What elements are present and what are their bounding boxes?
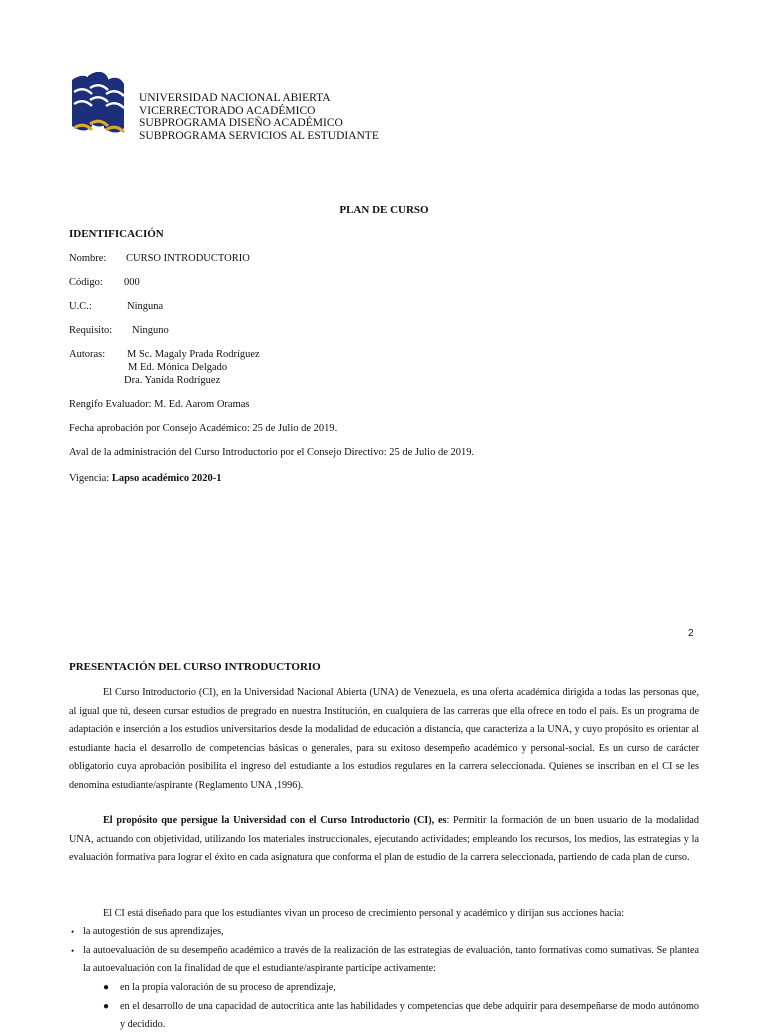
field-fecha: Fecha aprobación por Consejo Académico: 25 de Julio de 2019. xyxy=(69,423,338,434)
author-name: M Sc. Magaly Prada Rodríguez xyxy=(127,349,260,360)
sub-bullet-list xyxy=(101,979,699,1035)
list-item: ● en el desarrollo de una capacidad de autocrítica ante las habilidades y competencias que debe adquirir para desempeñarse de modo autónomo y decidido. xyxy=(101,998,699,1035)
bullet-icon: ● xyxy=(103,1000,110,1012)
una-logo-icon xyxy=(70,72,126,134)
authors-list xyxy=(124,349,260,387)
field-label: U.C.: xyxy=(69,301,92,312)
author-name: Dra. Yanida Rodríguez xyxy=(124,374,221,386)
header-line: SUBPROGRAMA SERVICIOS AL ESTUDIANTE xyxy=(139,129,379,142)
field-label: Código: xyxy=(69,277,103,288)
list-item: • la autogestión de sus aprendizajes, xyxy=(69,923,699,942)
field-label: Requisito: xyxy=(69,325,113,336)
bullet-icon: • xyxy=(71,945,75,956)
paragraph-diseno xyxy=(69,905,699,924)
bullet-list xyxy=(69,923,699,979)
paragraph-text: El Curso Introductorio (CI), en la Universidad Nacional Abierta (UNA) de Venezuela, es una oferta académica dirigida a todas las personas que, al igual que tú, deseen cursar estudios de pregrado en nuestra Institución, en cualquiera de las carreras que ella ofrece en todo el país. Es un programa de adaptación e inserción a los estudios universitarios desde la modalidad de educación a distancia, que caracteriza a la UNA, y cuyo propósito es orientar al estudiante hacia el desarrollo de competencias básicas o generales, para su exitoso desempeño académico y personal-social. Es un curso de carácter obligatorio cuya aprobación posibilita el ingreso del estudiante a los estudios regulares en la carrera seleccionada. Quienes se inscriban en el CI se les denomina estudiante/aspirante (Reglamento UNA ,1996). xyxy=(69,687,699,791)
field-value: 000 xyxy=(124,277,140,288)
list-item: • la autoevaluación de su desempeño académico a través de la realización de las estrategias de evaluación, tanto formativas como sumativas. Se plantea la autoevaluación con la finalidad de que el estudiante/aspirante participe activamente: xyxy=(69,942,699,979)
paragraph-intro xyxy=(69,684,699,796)
list-item: ● en la propia valoración de su proceso de aprendizaje, xyxy=(101,979,699,998)
bullet-icon: • xyxy=(71,927,75,937)
author-name: M Ed. Mónica Delgado xyxy=(128,361,228,373)
header-line: VICERRECTORADO ACADÉMICO xyxy=(139,104,316,117)
header-line: UNIVERSIDAD NACIONAL ABIERTA xyxy=(139,92,331,104)
field-value: Ninguna xyxy=(127,301,164,312)
field-evaluador: Rengifo Evaluador: M. Ed. Aarom Oramas xyxy=(69,399,250,410)
field-label: Vigencia: xyxy=(69,473,112,484)
field-nombre xyxy=(69,253,250,264)
bullet-icon: ● xyxy=(103,982,110,993)
field-label: Autoras: xyxy=(69,349,106,360)
field-uc xyxy=(69,301,163,312)
field-value: CURSO INTRODUCTORIO xyxy=(126,253,250,264)
header-line: SUBPROGRAMA DISEÑO ACADÉMICO xyxy=(139,117,343,129)
field-vigencia xyxy=(69,473,221,484)
paragraph-proposito xyxy=(69,812,699,868)
field-codigo xyxy=(69,277,140,288)
paragraph-text: : Permitir la formación de un buen usuario de la modalidad UNA, actuando con objetividad, utilizando los materiales instruccionales, ejecutando actividades; empleando los recursos, los medios, las estrategias y la evaluación formativa para lograr el éxito en cada asignatura que conforma el plan de estudio de la carrera seleccionada, partiendo de cada plan de curso. xyxy=(69,815,699,864)
page-title: PLAN DE CURSO xyxy=(339,204,429,216)
field-requisito xyxy=(69,325,169,336)
institution-header xyxy=(139,92,379,142)
section-heading-identificacion: IDENTIFICACIÓN xyxy=(69,228,164,240)
field-aval: Aval de la administración del Curso Introductorio por el Consejo Directivo: 25 de Julio de 2019. xyxy=(69,447,475,458)
field-value: Ninguno xyxy=(132,325,169,336)
page-number: 2 xyxy=(688,628,694,639)
paragraph-text: El CI está diseñado para que los estudiantes vivan un proceso de crecimiento personal y académico y dirijan sus acciones hacia: xyxy=(103,908,625,919)
field-label: Nombre: xyxy=(69,253,107,264)
field-value: Lapso académico 2020-1 xyxy=(111,473,222,484)
paragraph-bold: El propósito que persigue la Universidad con el Curso Introductorio (CI), es xyxy=(103,815,447,826)
section-heading-presentacion: PRESENTACIÓN DEL CURSO INTRODUCTORIO xyxy=(69,661,321,673)
field-autoras xyxy=(69,349,260,387)
